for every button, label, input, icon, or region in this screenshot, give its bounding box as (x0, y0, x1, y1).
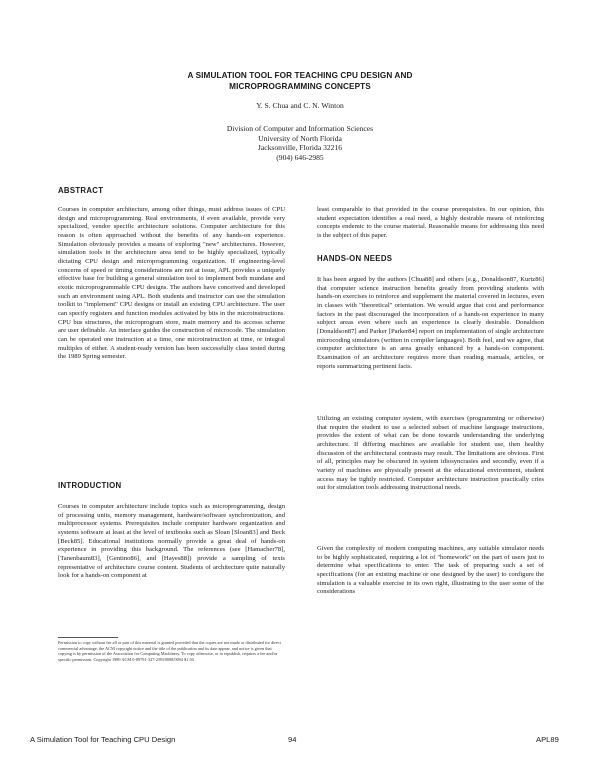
continued-text: least comparable to that provided in the course prerequisites. In our opinion, this student expectation identifies a real need, a highly desirable means of reinforcing concepts endemic to the course material. Reasonable means for addressing this need is the subject of this paper. (317, 206, 544, 239)
abstract-text: Courses in computer architecture, among other things, must address issues of CPU design and microprogramming. Real environments, if even available, provide very specialized, vendor specific architecture solutions. Computer architecture for this reason is often approached without the benefits of any hands-on experience. Simulation obviously provides a means of exploring "new" architectures. However, simulation tools in the architecture area tend to be highly specialized, typically dictating CPU design and microprogramming organization. If engineering-level concerns of speed or timing considerations are not at issue, APL provides a uniquely effective base for building a general simulation tool to implement both mundane and exotic microprogrammable CPU designs. The authors have conceived and developed such an environment using APL. Both students and instructor can use the simulation toolkit to "implement" CPU designs or install an existing CPU architecture. The user can specify registers and function modules activated by bits in the microinstructions. CPU bus structures, the microprogram store, main memory and its accesss scheme are user definable. An interface guides the construction of microcode. The simulation can be operated one instruction at a time, one microinstruction at time, or integral multiples of either. A student-ready version has been successfully class tested during the 1989 Spring semester. (58, 206, 285, 361)
title-line-1: A SIMULATION TOOL FOR TEACHING CPU DESIGN AND (187, 71, 413, 80)
hands-on-heading: HANDS-ON NEEDS (317, 254, 393, 263)
affiliation-line: Jacksonville, Florida 32216 (257, 143, 343, 152)
affiliation-line: University of North Florida (258, 133, 342, 143)
affiliation-line: (904) 646-2985 (276, 152, 324, 162)
affiliation-line: Division of Computer and Information Sciences (226, 124, 374, 133)
hands-on-paragraph-3: Given the complexity of modern computing machines, any suitable simulator needs to be highly sophisticated, requiring a lot of "homework" on the part of users just to determine what specifications to enter. The task of preparing such a set of specifications (for an existing machine or one designed by the user) to configure the simulation is a valuable exercise in its own right, illustrating to the user some of the considerations (317, 545, 544, 596)
footer-title: A Simulation Tool for Teaching CPU Design (30, 735, 176, 744)
footnote-rule (58, 637, 118, 638)
title-line-2: MICROPROGRAMMING CONCEPTS (229, 82, 371, 91)
copyright-footnote: Permission to copy without fee all or part of this material is granted provided that the copies are not made or distributed for direct commercial advantage, the ACM copyright notice and the title of the publication and its date appear, and notice is given that copying is by permission of the Association for Computing Machinery. To copy otherwise, or to republish, requires a fee and/or specific permission. Copyright 1989 ACM 0-89791-327-2/89/0008/0094 $1.50 (58, 640, 281, 662)
affiliation (150, 124, 450, 162)
introduction-text: Courses in computer architecture include topics such as microprogramming, design of processing units, memory management, hardware/software synchronization, and multiprocessor systems. Prerequisites include computer hardware organization and systems software at least at the level of textbooks such as Sloan [Sloan83] and Beck [Beck85]. Educational institutions normally provide a great deal of hands-on experience in providing this background. The references (see [Hamacher78], [Tanenbaum83], [Gentino86], and [Hayes88]) provide a sampling of texts representative of architecture course content. Students of architecture quite naturally look for a hands-on component at (58, 503, 285, 580)
abstract-heading: ABSTRACT (58, 186, 104, 195)
introduction-heading: INTRODUCTION (58, 481, 122, 490)
hands-on-paragraph-1: It has been argued by the authors [Chua88] and others [e.g., Donaldson87, Kurtz86] that computer science instruction benefits greatly from providing students with hands-on exercises to reinforce and supplement the material covered in lectures, even in classes with "theoretical" orientation. We would argue that cost and performance factors in the past discouraged the incorporation of a hands-on experience in many subject areas even where such an experience is clearly desirable. Donaldson [Donaldson87] and Parker [Parker84] report on implementation of single architecture microcoding simulators (written in compiler languages). Both feel, and we agree, that computer architecture is an area greatly enhanced by a hands-on component. Examination of an architecture requires more than reading manuals, articles, or reports summarizing pertinent facts. (317, 276, 544, 370)
hands-on-paragraph-2: Utilizing an existing computer system, with exercises (programming or otherwise) that require the student to use a selected subset of machine language instructions, provides the extent of what can be done towards understanding the underlying architecture. If differing machines are available for student use, then healthy discussion of the architectural contrasts may result. The limitations are obvious. First of all, principles may be obscured in system idiosyncrasies and secondly, even if a variety of machines are physically present at the educational environment, student access may be tightly restricted. Computer architecture instruction practically cries out for simulation tools addressing instructional needs. (317, 415, 544, 492)
footer-conference: APL89 (536, 735, 559, 744)
page-number: 94 (288, 735, 297, 744)
paper-title (130, 70, 470, 92)
authors: Y. S. Chua and C. N. Winton (256, 101, 344, 110)
